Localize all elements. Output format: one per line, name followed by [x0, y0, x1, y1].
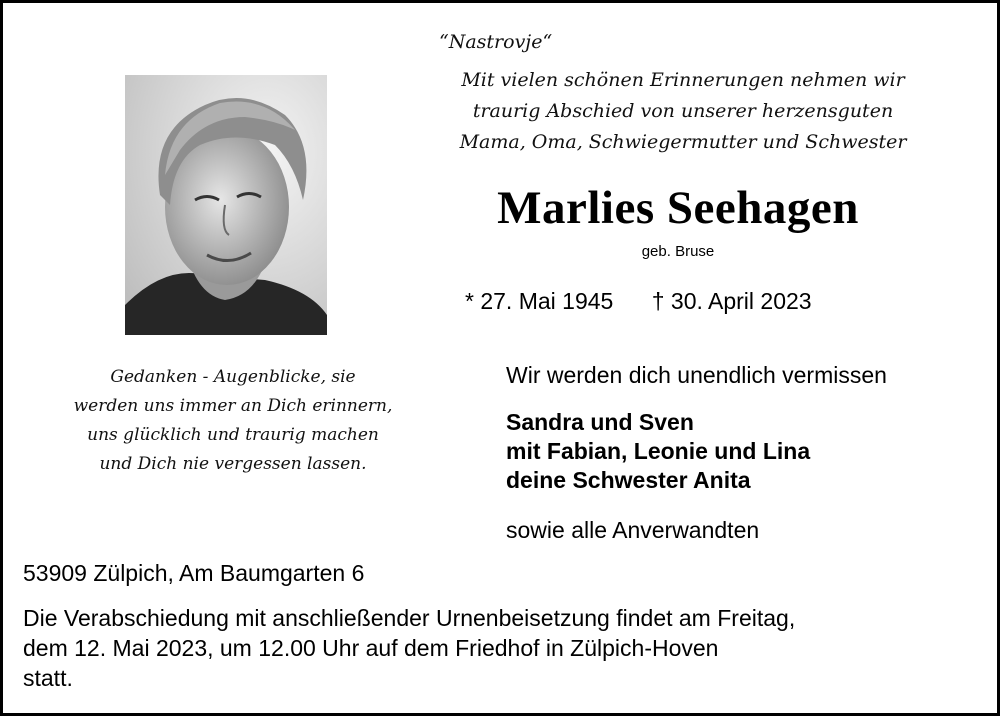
portrait-photo [125, 75, 327, 335]
intro-text [413, 65, 953, 158]
family-line: deine Schwester Anita [506, 467, 751, 493]
maiden-name: geb. Bruse [641, 243, 715, 260]
portrait-photo-icon [125, 75, 327, 335]
intro-line: Mama, Oma, Schwiegermutter und Schwester [459, 131, 907, 153]
quote: “Nastrovje“ [439, 31, 553, 53]
intro-line: traurig Abschied von unserer herzensguten [472, 100, 894, 122]
address: 53909 Zülpich, Am Baumgarten 6 [23, 560, 365, 586]
poem-line: Gedanken - Augenblicke, sie [110, 367, 356, 387]
intro-line: Mit vielen schönen Erinnerungen nehmen wir [461, 69, 905, 91]
relatives-text: sowie alle Anverwandten [506, 517, 760, 543]
family-line: Sandra und Sven [506, 409, 694, 435]
funeral-line: Die Verabschiedung mit anschließender Urnenbeisetzung findet am Freitag, [23, 605, 796, 631]
poem [33, 363, 433, 479]
funeral-line: statt. [23, 665, 73, 691]
poem-line: werden uns immer an Dich erinnern, [73, 396, 393, 416]
death-date: † 30. April 2023 [651, 288, 812, 314]
life-dates [465, 288, 812, 315]
missing-text: Wir werden dich unendlich vermissen [506, 362, 887, 388]
poem-line: und Dich nie vergessen lassen. [99, 454, 367, 474]
funeral-info [23, 603, 993, 693]
family-line: mit Fabian, Leonie und Lina [506, 438, 811, 464]
birth-date: * 27. Mai 1945 [465, 288, 614, 314]
family-names [506, 408, 810, 495]
deceased-name: Marlies Seehagen [497, 182, 859, 234]
poem-line: uns glücklich und traurig machen [87, 425, 379, 445]
funeral-line: dem 12. Mai 2023, um 12.00 Uhr auf dem Friedhof in Zülpich-Hoven [23, 635, 719, 661]
